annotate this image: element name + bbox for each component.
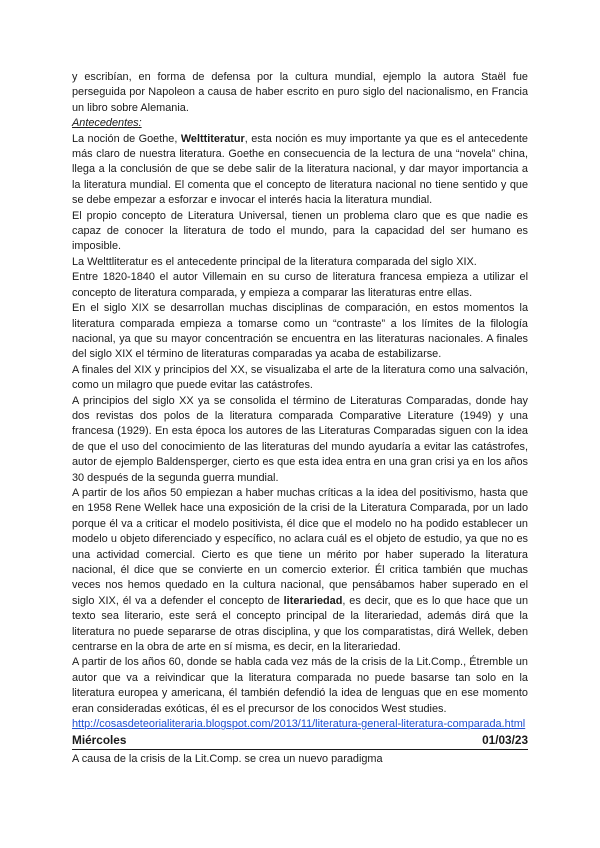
paragraph-etiemble: A partir de los años 60, donde se habla cada vez más de la crisis de la Lit.Comp., Étremble un autor que va a reivindicar que la literatura comparada no puede basarse tan solo en la literatura europea y americana, él también defendió la idea de lenguas que en ese momento eran consideradas exóticas, él es el precursor de los conocidos West studies.	[72, 656, 528, 715]
day-label: Miércoles	[72, 733, 127, 748]
paragraph-paradigma: A causa de la crisis de la Lit.Comp. se crea un nuevo paradigma	[72, 753, 383, 766]
date-header	[72, 733, 528, 750]
paragraph-goethe-start: La noción de Goethe,	[72, 132, 181, 145]
paragraph-salvacion: A finales del XIX y principios del XX, se visualizaba el arte de la literatura como una salvación, como un milagro que puede evitar las catástrofes.	[72, 363, 528, 392]
paragraph-intro: y escribían, en forma de defensa por la cultura mundial, ejemplo la autora Staël fue perseguida por Napoleon a causa de haber escrito en puro siglo del nacionalismo, en Francia un libro sobre Alemania.	[72, 71, 528, 114]
paragraph-welttliteratur: La Welttliteratur es el antecedente principal de la literatura comparada del siglo XIX.	[72, 255, 477, 268]
paragraph-goethe-end: , esta noción es muy importante ya que es el antecedente más claro de nuestra literatura. Goethe en consecuencia de la lectura de una “novela” china, llega a la conclusión de que se debe salir de la literatura nacional, y dar mayor importancia a la literatura mundial. El comenta que el concepto de literatura nacional no tiene sentido y que se debe empezar a esforzar e invocar el interés hacia la literatura mundial.	[72, 132, 528, 207]
paragraph-siglo-xix: En el siglo XIX se desarrollan muchas disciplinas de comparación, en estos momentos la literatura comparada empieza a tomarse como un “contraste” a los límites de la filología nacional, ya que su mayor concentración se encuentra en las literaturas nacionales. A finales del siglo XIX el término de literaturas comparadas ya acaba de estabilizarse.	[72, 302, 528, 361]
paragraph-wellek	[72, 486, 528, 655]
section-heading: Antecedentes:	[72, 117, 142, 130]
source-link[interactable]: http://cosasdeteorialiteraria.blogspot.com/2013/11/literatura-general-literatura-comparada.html	[72, 718, 526, 731]
paragraph-villemain: Entre 1820-1840 el autor Villemain en su curso de literatura francesa empieza a utilizar el concepto de literatura comparada, y empieza a comparar las literaturas entre ellas.	[72, 271, 528, 299]
document-page	[72, 70, 528, 768]
date-label: 01/03/23	[482, 733, 528, 748]
term-literariedad: literariedad	[283, 594, 343, 607]
paragraph-siglo-xx: A principios del siglo XX ya se consolida el término de Literaturas Comparadas, donde hay dos revistas dos polos de la literatura comparada Comparative Literature (1949) y una francesa (1929). En esta época los autores de las Literaturas Comparadas siguen con la idea de que el uso del conocimiento de las literaturas del mundo ayudaría a evitar las catástrofes, autor de ejemplo Baldensperger, cierto es que esta idea entra en una gran crisi ya en los años 30 después de la segunda guerra mundial.	[72, 394, 528, 484]
paragraph-universal: El propio concepto de Literatura Universal, tienen un problema claro que es que nadie es capaz de conocer la literatura de todo el mundo, para la capacidad del ser humano es imposible.	[72, 209, 528, 253]
paragraph-goethe	[72, 132, 528, 209]
paragraph-wellek-end: , es decir, que es lo que hace que un texto sea literario, este será el concepto principal de la literariedad, además dirá que la literatura no puede separarse de otras disciplina, y que los comparatistas, dirá Wellek, deben centrarse en la obra de arte en sí misma, es decir, en la literariedad.	[72, 594, 529, 654]
term-welttiteratur: Welttiteratur	[180, 132, 245, 145]
paragraph-wellek-start: A partir de los años 50 empiezan a haber muchas críticas a la idea del positivismo, hasta que en 1958 Rene Wellek hace una exposición de la crisi de la Literatura Comparada, por un lado porque él va a criticar el modelo positivista, él dice que el modelo no ha podido establecer un modelo u objeto diferenciado y específico, no aclara cuál es el objeto de estudio, ya que no es una actividad comercial. Cierto es que tiene un mérito por haber superado la literatura nacional, él dice que se convierte en un comercio exterior. Él critica también que muchas veces nos hemos quedado en la cultura nacional, que pensábamos haber superado en el siglo XIX, él va a defender el concepto de	[72, 486, 528, 607]
